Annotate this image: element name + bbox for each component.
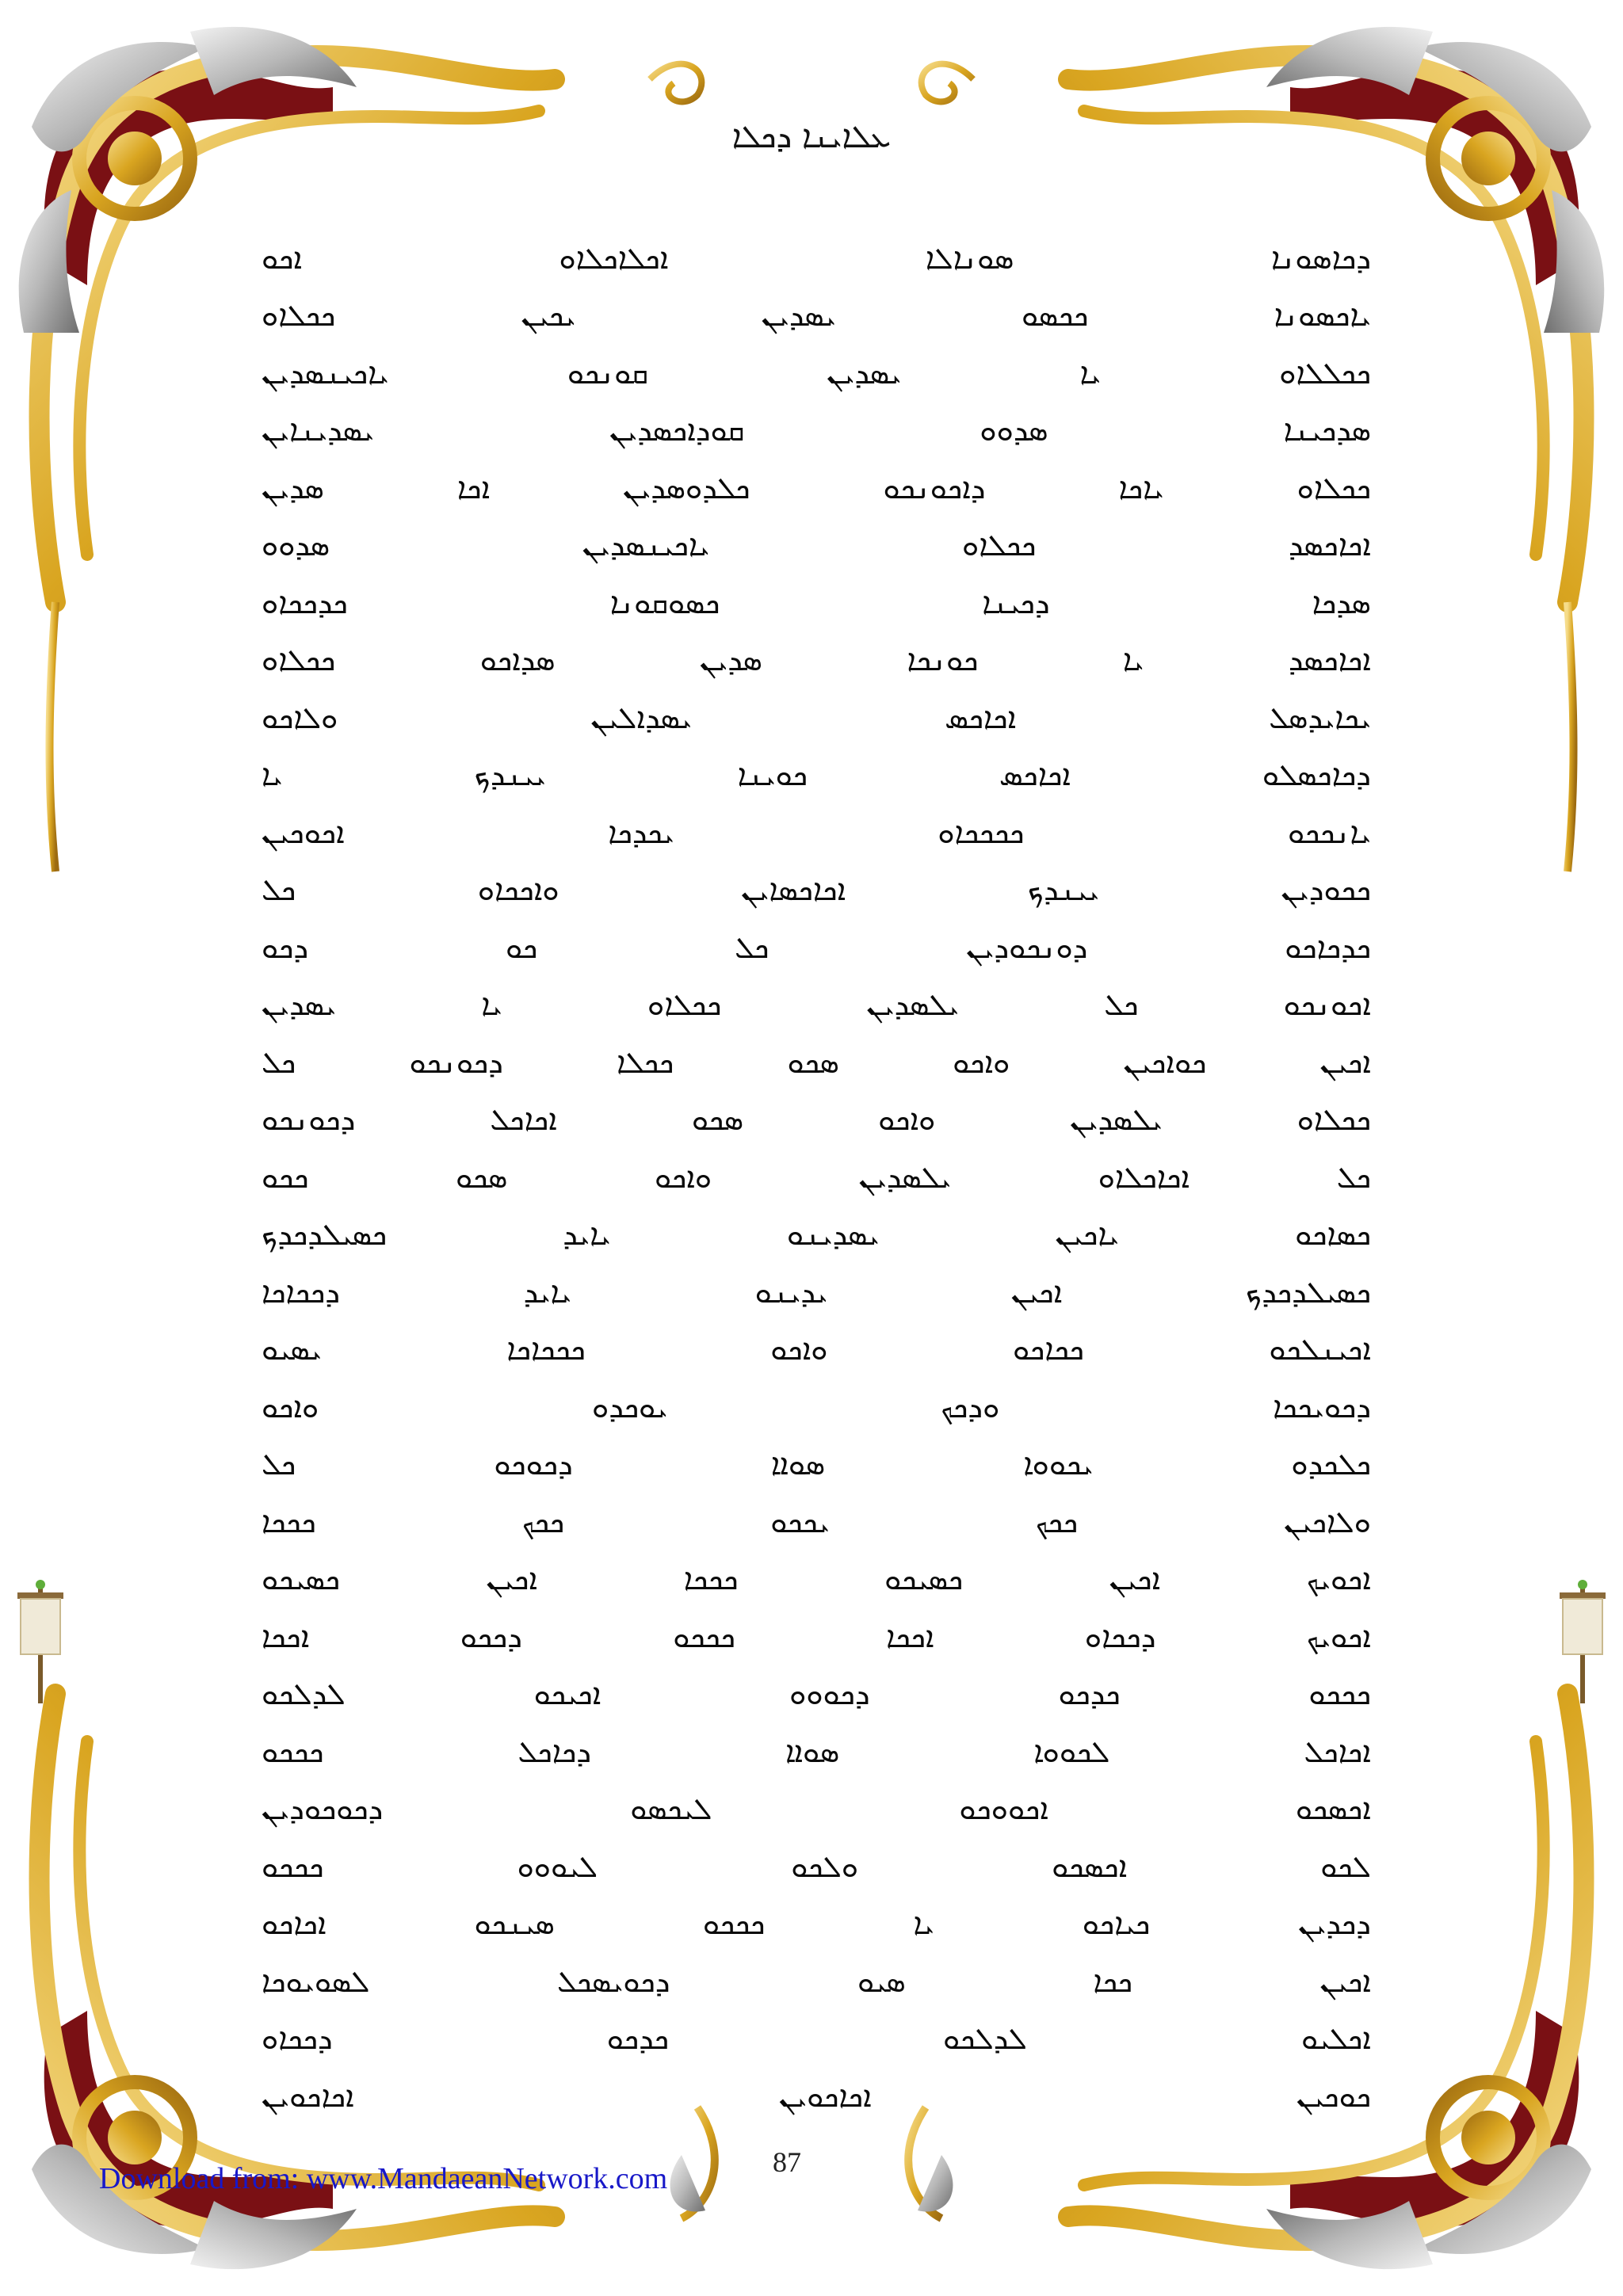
text-word: ܟܣܘܩܘܢܐ (609, 585, 720, 620)
text-word: ܝܕܝܢܘ (754, 1274, 828, 1310)
text-word: ܟܘ (505, 929, 538, 965)
text-word: ܟܝܐܟܘ (1082, 1906, 1151, 1942)
text-line (262, 574, 1371, 632)
text-word: ܟܟܠܠܐܘ (1279, 355, 1371, 391)
text-word: ܕܟܘ (262, 929, 309, 965)
text-word: ܐܟܘܟܝܢ (262, 814, 345, 850)
text-word: ܝܟܘܘܐ (1023, 1447, 1094, 1482)
text-word: ܐܟܐ (456, 470, 491, 505)
text-word: ܐܟܝܢܠܟܘ (1269, 1332, 1371, 1367)
text-line (262, 1953, 1371, 2011)
text-line (262, 2068, 1371, 2126)
text-word: ܝܐܟܝܢ (1055, 1217, 1119, 1253)
text-word: ܟܠ (1104, 987, 1139, 1023)
text-word: ܕܟܟܐܘ (262, 2021, 333, 2057)
text-word: ܟܟܟ (1035, 1504, 1079, 1539)
text-word: ܩܘܕܐܟܣܕܝܢ (609, 413, 745, 448)
text-word: ܟܣܝܟܘ (884, 1562, 964, 1597)
text-word: ܟܟܠܐܘ (962, 528, 1037, 563)
text-word: ܟܟܐܟܘ (1012, 1332, 1084, 1367)
text-word: ܕܘܢܟܘܕܝܢ (966, 929, 1088, 965)
text-word: ܘܠܐܟܝܢ (1284, 1504, 1371, 1539)
text-word: ܟܟܘ (262, 1159, 309, 1195)
text-word: ܝܟܕܟܐ (608, 814, 674, 850)
text-line (262, 804, 1371, 862)
text-line (262, 862, 1371, 920)
text-word: ܟܟܟܟܐܘ (938, 814, 1025, 850)
text-word: ܝܐܟܣܘܢܐ (1274, 298, 1371, 334)
text-word: ܣܕܐܟܘ (479, 643, 556, 678)
text-word: ܘܐܟܘ (654, 1159, 712, 1195)
text-word: ܘܐܟܘ (878, 1102, 936, 1138)
text-word: ܠܕܠܟܘ (943, 2021, 1027, 2057)
text-word: ܝܣܝܘ (262, 1332, 322, 1367)
text-word: ܟܟܟܐ (262, 1504, 316, 1539)
text-line (262, 1896, 1371, 1954)
text-line (262, 402, 1371, 460)
page-header-title: ܥܠܐܝܢܐ ܕܟܠܐ (731, 119, 892, 155)
text-word: ܟܟܟܘ (702, 1906, 766, 1942)
text-word: ܟܟܟܘ (262, 1848, 324, 1884)
text-word: ܣܕܘܘ (980, 413, 1048, 448)
text-word: ܟܣܝܠܕܟܕܟ (1245, 1274, 1371, 1310)
text-word: ܐܟܝܢ (1109, 1562, 1161, 1597)
text-word: ܟܕܟܟܐܘ (262, 585, 348, 620)
text-word: ܐܟܐܟܠ (1304, 1733, 1371, 1769)
text-word: ܣܘܢܐܠܐ (925, 240, 1014, 276)
text-word: ܝܐ (1079, 355, 1102, 391)
text-word: ܕܟܐܟܠ (517, 1733, 592, 1769)
text-word: ܝܟܟܘ (770, 1504, 830, 1539)
text-word: ܣܟܘ (456, 1159, 508, 1195)
text-word: ܟܠܕܘܣܕܝܢ (623, 470, 750, 505)
text-word: ܕܟܕܝܢ (1298, 1906, 1371, 1942)
text-word: ܝܣܕܝܢܐܝܢ (262, 413, 375, 448)
text-word: ܐܟܐܟܣܐܝܢ (741, 872, 846, 908)
text-line (262, 977, 1371, 1035)
text-word: ܟܟܟܘ (262, 1733, 324, 1769)
text-word: ܐܟܐܟܘܝܢ (778, 2078, 872, 2114)
text-word: ܕܟܟܐܟܐ (262, 1274, 340, 1310)
text-word: ܟܠ (262, 1447, 296, 1482)
text-line (262, 230, 1371, 288)
text-word: ܝܐܟܐ (1118, 470, 1164, 505)
text-word: ܝܐ (913, 1906, 934, 1942)
text-word: ܕܟܟܐܘ (1084, 1619, 1156, 1654)
text-word: ܕܟܘܟܘ (494, 1447, 573, 1482)
text-word: ܟܣܐܟܘ (1295, 1217, 1371, 1253)
text-word: ܐܟܐܟܣܕ (1288, 643, 1371, 678)
text-word: ܣܘܐܐ (785, 1733, 840, 1769)
right-side-bar (1568, 602, 1574, 871)
text-word: ܘܐܟܘ (953, 1044, 1010, 1080)
text-word: ܟܟܣܘ (1021, 298, 1089, 334)
text-word: ܘܐܟܘ (770, 1332, 828, 1367)
text-word: ܝܠܣܕܝܢ (1070, 1102, 1163, 1138)
text-word: ܝܣܕܝܢܘ (786, 1217, 880, 1253)
text-word: ܣܝܢܟܘ (474, 1906, 555, 1942)
text-line (262, 1379, 1371, 1436)
text-line (262, 1264, 1371, 1322)
text-word: ܣܝܘ (857, 1963, 906, 1999)
text-word: ܕܟܘܢܟܘ (409, 1044, 503, 1080)
left-side-bar (50, 602, 56, 871)
text-word: ܟܠ (1336, 1159, 1371, 1195)
text-line (262, 1207, 1371, 1264)
text-word: ܕܐܟܘܢܟܘ (883, 470, 986, 505)
text-word: ܟܘܝܢܐ (737, 757, 808, 793)
text-word: ܘܠܐܟܘ (262, 700, 338, 735)
text-word: ܣܘܐܐ (770, 1447, 826, 1482)
text-word: ܝܐܢܟܟܘ (1287, 814, 1371, 850)
text-line (262, 2011, 1371, 2069)
text-word: ܟܟܟܐ (683, 1562, 739, 1597)
text-word: ܐܟܘܢܟܘ (1283, 987, 1371, 1023)
text-word: ܝܐܟܝܢܣܕܝܢ (262, 355, 389, 391)
text-word: ܟܘܢܟܐ (907, 643, 979, 678)
text-word: ܟܟܟܐܟܐ (506, 1332, 586, 1367)
text-word: ܟܣܝܟܘ (262, 1562, 341, 1597)
text-word: ܕܟܘܝܟܟܐ (1273, 1389, 1371, 1425)
text-word: ܝܐܟܝܢܣܕܝܢ (582, 528, 710, 563)
text-word: ܐܟܘܝܟ (1306, 1619, 1371, 1654)
text-line (262, 1493, 1371, 1551)
text-word: ܟܟܠܐܘ (647, 987, 722, 1023)
text-word: ܣܕܟܝܢܐ (1283, 413, 1371, 448)
text-word: ܐܟܐܟܣ (999, 757, 1071, 793)
text-word: ܝܣܕܝܢ (827, 355, 902, 391)
text-line (262, 1092, 1371, 1150)
text-word: ܕܟܟܘ (460, 1619, 522, 1654)
text-word: ܟܠܟܕܘ (1291, 1447, 1371, 1482)
text-line (262, 460, 1371, 517)
text-word: ܟܟܟܘ (673, 1619, 735, 1654)
download-link[interactable]: Download from: www.MandaeanNetwork.com (99, 2162, 668, 2195)
mandaic-text-block (262, 230, 1371, 2126)
text-word: ܟܟܠܐܘ (1296, 1102, 1371, 1138)
text-line (262, 632, 1371, 690)
text-word: ܝܐ (481, 987, 502, 1023)
text-word: ܐܟܐܟܠ (490, 1102, 557, 1138)
text-word: ܣܕܘܘ (262, 528, 330, 563)
text-word: ܐܟܝܢ (1010, 1274, 1063, 1310)
text-word: ܟܟܐ (1093, 1963, 1133, 1999)
text-word: ܝܐܝܕ (563, 1217, 611, 1253)
text-word: ܟܠ (735, 929, 769, 965)
text-word: ܠܣܘܝܘܟܐ (262, 1963, 370, 1999)
text-word: ܝܐ (262, 757, 283, 793)
text-word: ܟܟܟ (521, 1504, 565, 1539)
text-word: ܟܕܟܘ (606, 2021, 669, 2057)
text-word: ܐܟܘ (262, 240, 302, 276)
text-word: ܟܟܠܐܘ (1296, 470, 1371, 505)
text-line (262, 747, 1371, 805)
text-word: ܝܟܝܢ (521, 298, 576, 334)
text-word: ܕܟܘܝܣܟܠ (557, 1963, 670, 1999)
text-word: ܐܟܘܝܟ (1306, 1562, 1371, 1597)
text-word: ܕܟܘܢܟܘ (262, 1102, 356, 1138)
text-word: ܟܕܟܘ (1058, 1676, 1121, 1712)
text-word: ܟܟܠܐܘ (262, 298, 336, 334)
text-word: ܝܣܕܐܠܝܢ (590, 700, 692, 735)
text-word: ܠܟܘ (1320, 1848, 1371, 1884)
text-word: ܣܕܝܢ (700, 643, 762, 678)
text-word: ܟܘܟܝܢ (1296, 2078, 1371, 2114)
text-word: ܐܟܝܢ (1319, 1044, 1371, 1080)
text-line (262, 1551, 1371, 1609)
text-word: ܝܝܢܕܟ (1027, 872, 1100, 908)
text-word: ܝܘܟܕܘ (592, 1389, 668, 1425)
text-word: ܝܠܣܕܝܢ (866, 987, 959, 1023)
text-word: ܝܐܝܕ (523, 1274, 572, 1310)
text-word: ܐܟܐܟܠܐܘ (1098, 1159, 1190, 1195)
text-line (262, 1608, 1371, 1666)
text-word: ܣܕܟܐ (1312, 585, 1371, 620)
text-word: ܐܟܟܐ (262, 1619, 310, 1654)
text-line (262, 919, 1371, 977)
text-word: ܕܟܘܘܘ (789, 1676, 870, 1712)
page-number: 87 (773, 2146, 801, 2178)
text-word: ܟܣܝܠܕܟܕܟ (262, 1217, 388, 1253)
text-word: ܘܕܟܟ (941, 1389, 1000, 1425)
text-line (262, 1149, 1371, 1207)
text-word: ܕܟܐܟܣܠܘ (1262, 757, 1371, 793)
text-word: ܟܕܟܐܟܘ (1285, 929, 1371, 965)
text-word: ܝܠܣܕܝܢ (858, 1159, 952, 1195)
text-word: ܟܟܟܘ (1308, 1676, 1371, 1712)
text-word: ܐܟܝܢ (486, 1562, 538, 1597)
text-word: ܠܕܠܟܘ (262, 1676, 346, 1712)
text-word: ܝܣܕܝܢ (761, 298, 836, 334)
text-word: ܐܟܝܢ (1319, 1963, 1371, 1999)
text-word: ܣܟܘ (787, 1044, 839, 1080)
text-word: ܟܟܠܐܘ (262, 643, 336, 678)
text-word: ܝܟܐܝܕܣܠ (1269, 700, 1371, 735)
text-word: ܠܟܘܘܐ (1033, 1733, 1110, 1769)
text-line (262, 345, 1371, 402)
text-word: ܝܝܢܕܟ (474, 757, 546, 793)
text-word: ܐܟܐܟܘܝܢ (262, 2078, 354, 2114)
text-word: ܐܟܐܟܘ (262, 1906, 327, 1942)
text-line (262, 517, 1371, 575)
text-word: ܟܠ (262, 872, 296, 908)
text-line (262, 1322, 1371, 1379)
text-line (262, 1666, 1371, 1724)
text-word: ܣܕܝܢ (262, 470, 324, 505)
text-word: ܠܝܘܘܘ (517, 1848, 598, 1884)
text-word: ܝܐ (1122, 643, 1144, 678)
text-line (262, 1034, 1371, 1092)
text-word: ܕܟܝܢܐ (982, 585, 1050, 620)
text-word: ܟܘܐܟܝܢ (1123, 1044, 1207, 1080)
text-word: ܩܘܢܟܘ (567, 355, 649, 391)
text-word: ܣܟܘ (691, 1102, 744, 1138)
text-word: ܐܟܐܟܣ (945, 700, 1017, 735)
text-word: ܠܝܟܣܘ (630, 1791, 712, 1827)
text-word: ܐܟܘܘܟܘ (959, 1791, 1048, 1827)
text-word: ܘܐܟܟܐܘ (477, 872, 559, 908)
top-center-flourish (650, 64, 973, 102)
text-word: ܟܠ (262, 1044, 296, 1080)
text-word: ܕܟܐܣܘܢܐ (1270, 240, 1371, 276)
text-word: ܐܟܠܐܟܠܐܘ (559, 240, 669, 276)
text-word: ܘܠܟܘ (791, 1848, 859, 1884)
text-line (262, 1781, 1371, 1839)
text-word: ܐܟܐܟܣܕ (1288, 528, 1371, 563)
text-line (262, 1436, 1371, 1494)
text-word: ܝܣܕܝܢ (262, 987, 337, 1023)
text-word: ܕܟܘܟܘܕܝܢ (262, 1791, 384, 1827)
text-word: ܟܟܠܐ (617, 1044, 674, 1080)
text-line (262, 288, 1371, 345)
text-line (262, 1838, 1371, 1896)
text-word: ܐܟܟܐ (886, 1619, 934, 1654)
text-word: ܘܐܟܘ (262, 1389, 319, 1425)
text-word: ܟܟܘܕܝܢ (1281, 872, 1371, 908)
text-word: ܐܟܣܟܘ (1052, 1848, 1128, 1884)
text-word: ܐܟܝܟܘ (533, 1676, 601, 1712)
text-word: ܐܟܠܝܘ (1300, 2021, 1371, 2057)
text-line (262, 1723, 1371, 1781)
text-word: ܐܟܣܟܘ (1295, 1791, 1371, 1827)
text-line (262, 689, 1371, 747)
